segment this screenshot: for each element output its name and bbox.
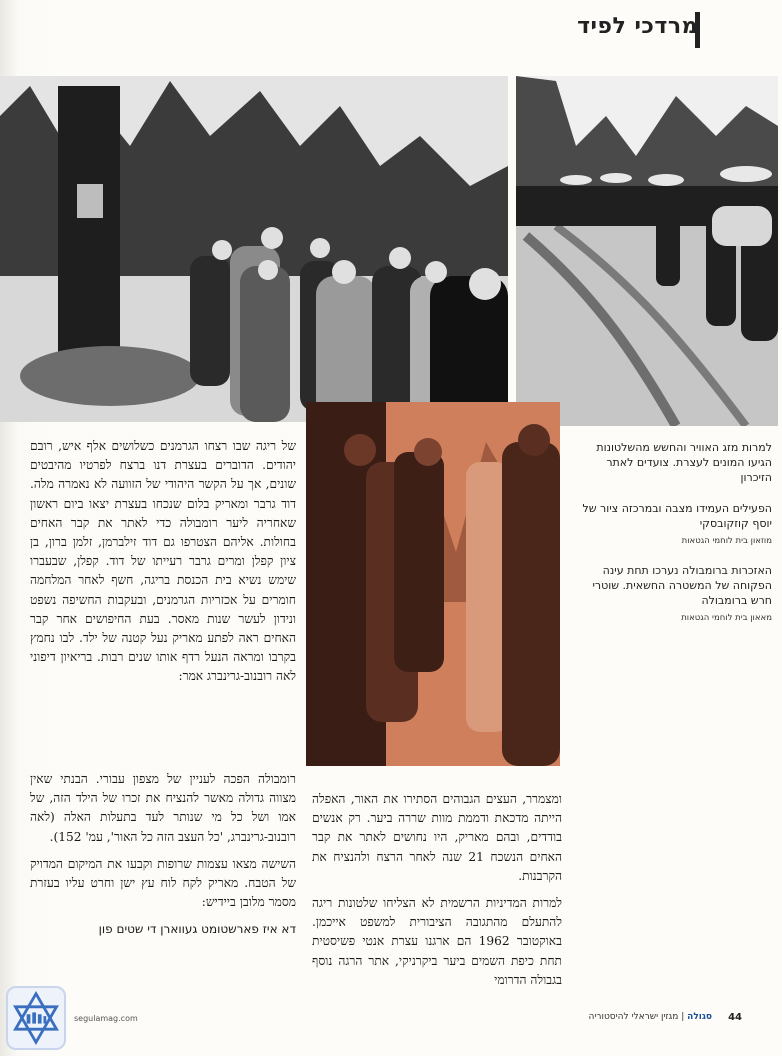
caption-memorial: הפעילים העמידו מצבה ובמרכזה ציור של יוסף קוזקובסקי xyxy=(582,502,772,530)
photo-captions xyxy=(572,440,772,640)
page-number: 44 xyxy=(728,1012,742,1023)
article-text-right-bottom xyxy=(312,790,562,998)
paragraph: השישה מצאו עצמות שרופות וקבעו את המיקום המדויק של הטבח. מאריק לקח לוח עץ ישן וחרט עליו בעזרת מסמר מלובן ביידיש: xyxy=(30,856,296,910)
magazine-name xyxy=(589,1012,712,1022)
paragraph: ומצמרר, העצים הגבוהים הסתירו את האור, האפלה הייתה מדכאת ודממת מוות שררה ביער. רק אנשים בודדים, ובהם מאריק, היו נחושים לאתר את קבר האחים הנשכח 21 שנה לאחר הרצח ולהנציח את הקרבנות. xyxy=(312,792,563,883)
paragraph: למרות המדיניות הרשמית לא הצליחו שלטונות ריגה להתעלם מהתגובה הציבורית למשפט אייכמן. באוקטובר 1962 הם ארגנו עצרת אנטי פשיסטית תחת כיפת השמים ביער ביקרניקי, אתר הרגה נוסף בגבולה הדרומי xyxy=(312,896,562,987)
magazine-title: סגולה xyxy=(687,1012,712,1022)
quote-paragraph: רומבולה הפכה לעניין של מצפון עבורי. הבנתי שאין מצווה גדולה מאשר להנציח את זכרו של הילד הזה, של אמו ושל כל מי שנותר לעד בתעלות האלה (לאה רובנוב-גרינברג, 'כל העצב הזה כל האור', עמ' 152). xyxy=(30,772,296,844)
caption-memorial-credit: מוזאון בית לוחמי הגטאות xyxy=(681,536,772,546)
site-url: segulamag.com xyxy=(74,1014,138,1023)
caption-secret-police: האזכרות ברומבולה נערכו תחת עינה הפקוחה של המשטרה החשאית. שוטרי חרש ברומבולה xyxy=(592,564,772,607)
yiddish-inscription: דא איז פארשטומט געווארן די שטים פון xyxy=(98,922,296,937)
article-author-header: מרדכי לפיד xyxy=(577,14,698,39)
caption-secret-police-credit: מאאון בית לוחמי הגטאות xyxy=(681,613,772,623)
magazine-subtitle: | מגזין ישראלי להיסטוריה xyxy=(588,1012,685,1022)
star-of-david-logo-icon xyxy=(6,986,66,1050)
photo-secret-police xyxy=(306,402,560,766)
article-text-left-top xyxy=(30,437,296,695)
article-text-left-bottom xyxy=(30,770,296,948)
photo-procession-muddy-road xyxy=(516,76,778,426)
paragraph: של ריגה שבו רצחו הגרמנים כשלושים אלף איש, רובם יהודים. הדוברים בעצרת דנו ברצח לפרטיו מהיבטים שונים, אך על הקשר היהודי של הזוועה לא נאמרה מלה. דוד גרבר ומאריק בלום שנכחו בעצרת יצאו ביום ראשון שאחריה ליער רומבולה כדי לאתר את קבר האחים בחולות. אליהם הצטרפו גם דוד זילברמן, זלמן ברון, בן ציון קפלן ומרים גרבר רעייתו של דוד. קפלן, שבעברו שימש נשיא בית הכנסת בריגה, חשף לאחר המלחמה חומרים על אכזריות הגרמנים, ובעקבות החשיפה נשפט ונידון לעשר שנות מאסר. בעת החיפושים אחר קבר האחים ראה לפתע מאריק נעל קטנה של ילד. לבו נחמץ בקרבו ומראה הנעל רדף אותו שנים רבות. בריאיון דיפוני לאה רובנוב-גרינברג אמר: xyxy=(30,439,296,684)
caption-procession: למרות מזג האוויר והחשש מהשלטונות הגיעו המונים לעצרת. צועדים לאתר הזיכרון xyxy=(596,441,772,484)
page-footer xyxy=(0,1008,782,1028)
photo-memorial-gathering xyxy=(0,76,508,422)
